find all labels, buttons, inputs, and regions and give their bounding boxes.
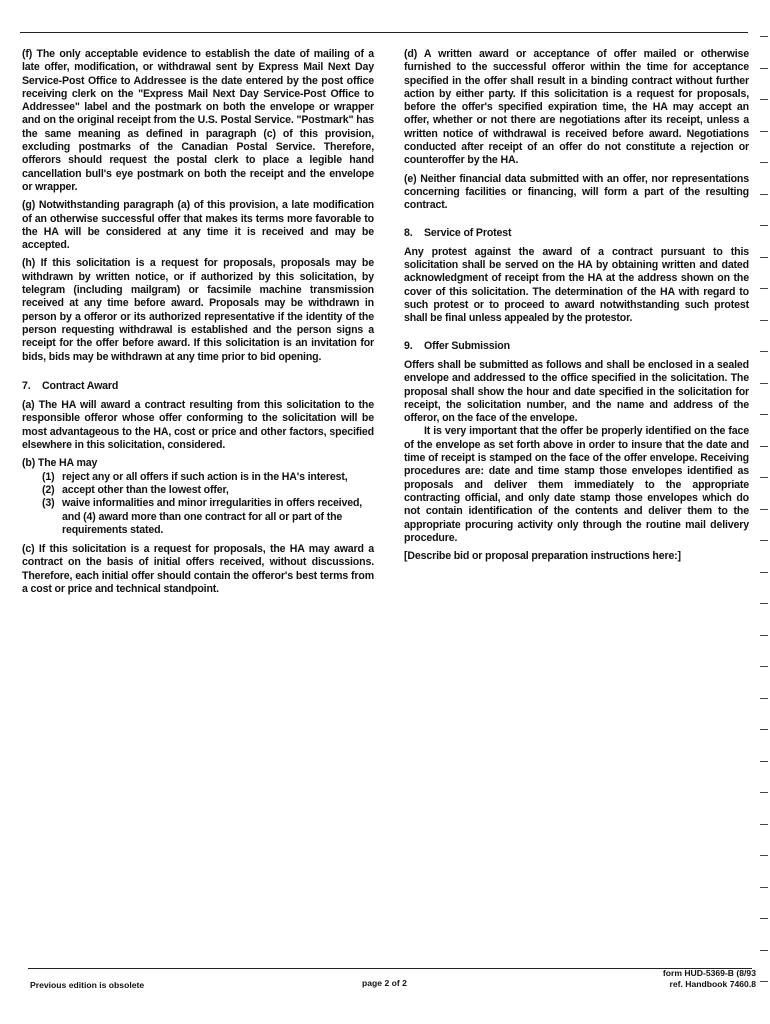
margin-tick bbox=[760, 509, 768, 510]
paragraph-e: (e) Neither financial data submitted with an offer, nor representations concerning facilities or financing, will form a part of the resulting contract. bbox=[404, 172, 749, 212]
section-7-award-options-list bbox=[22, 471, 374, 537]
section-7-paragraph-b-intro: (b) The HA may bbox=[22, 457, 98, 470]
list-item: (2) accept other than the lowest offer, bbox=[42, 483, 229, 496]
margin-tick bbox=[760, 351, 768, 352]
margin-tick bbox=[760, 981, 768, 982]
margin-tick bbox=[760, 131, 768, 132]
paragraph-d: (d) A written award or acceptance of offer mailed or otherwise furnished to the successful offeror within the time for acceptance specified in the offer shall result in a binding contract without further action by either party. If this solicitation is a request for proposals, before the offer's specified expiration time, the HA may accept an offer, whether or not there are negotiations after its receipt, unless a written notice of withdrawal is received before award. Negotiations conducted after receipt of an offer do not constitute a rejection or counteroffer by the HA. bbox=[404, 48, 749, 167]
top-rule bbox=[20, 32, 748, 33]
right-column bbox=[404, 48, 749, 568]
margin-tick bbox=[760, 729, 768, 730]
margin-tick bbox=[760, 257, 768, 258]
section-7-paragraph-a: (a) The HA will award a contract resulting from this solicitation to the responsible offeror whose offer conforming to the solicitation will be most advantageous to the HA, cost or price and other factors, specified elsewhere in this solicitation, considered. bbox=[22, 399, 374, 452]
bottom-rule bbox=[28, 968, 752, 969]
margin-tick bbox=[760, 572, 768, 573]
margin-tick bbox=[760, 792, 768, 793]
margin-tick bbox=[760, 36, 768, 37]
margin-tick bbox=[760, 288, 768, 289]
margin-tick bbox=[760, 603, 768, 604]
margin-tick bbox=[760, 698, 768, 699]
section-8-body: Any protest against the award of a contract pursuant to this solicitation shall be served on the HA by obtaining written and dated acknowledgment of receipt from the HA at the address shown on the cover of this solicitation. The determination of the HA with regard to such protest or to proceed to award notwithstanding such protest shall be final unless appealed by the protestor. bbox=[404, 245, 749, 325]
margin-tick bbox=[760, 887, 768, 888]
section-8-number: 8. bbox=[404, 226, 413, 239]
section-9-body-1: Offers shall be submitted as follows and shall be enclosed in a sealed envelope and addressed to the office specified in the solicitation. The proposal shall show the hour and date specified in the solicitation for receipt, the solicitation number, and the name and address of the offeror, on the face of the envelope. bbox=[404, 358, 749, 425]
margin-tick bbox=[760, 225, 768, 226]
margin-tick bbox=[760, 477, 768, 478]
section-8-heading bbox=[404, 227, 749, 240]
margin-tick bbox=[760, 824, 768, 825]
margin-tick bbox=[760, 162, 768, 163]
section-9-body-2: It is very important that the offer be properly identified on the face of the envelope as set forth above in order to insure that the date and time of receipt is stamped on the face of the offer envelope. Receiving procedures are: date and time stamp those envelopes identified as proposals and deliver them immediately to the appropriate contracting official, and only date stamp those envelopes which do not contain identification of the contents and deliver them to the appropriate procuring activity only through the routine mail delivery procedure. bbox=[404, 425, 749, 544]
margin-tick bbox=[760, 950, 768, 951]
list-item: (3) waive informalities and minor irregularities in offers received, and (4) award more than one contract for all or part of the requirements stated. bbox=[42, 497, 363, 536]
margin-tick bbox=[760, 635, 768, 636]
margin-tick bbox=[760, 68, 768, 69]
section-8-title: Service of Protest bbox=[424, 226, 512, 239]
section-9-heading bbox=[404, 340, 749, 353]
section-7-heading bbox=[22, 380, 374, 393]
margin-tick bbox=[760, 446, 768, 447]
margin-tick-marks bbox=[756, 0, 770, 1024]
section-9-number: 9. bbox=[404, 339, 413, 352]
footer-form-number: form HUD-5369-B (8/93 bbox=[662, 968, 756, 978]
paragraph-g: (g) Notwithstanding paragraph (a) of this provision, a late modification of an otherwise successful offer that makes its terms more favorable to the HA will be considered at any time it is received and may be accepted. bbox=[22, 199, 374, 252]
footer-form-reference bbox=[663, 968, 756, 990]
margin-tick bbox=[760, 414, 768, 415]
left-column bbox=[22, 48, 374, 601]
section-9-instructions: [Describe bid or proposal preparation instructions here:] bbox=[404, 550, 681, 563]
footer-obsolete-notice: Previous edition is obsolete bbox=[30, 980, 145, 990]
margin-tick bbox=[760, 855, 768, 856]
section-7-number: 7. bbox=[22, 379, 31, 392]
paragraph-f: (f) The only acceptable evidence to establish the date of mailing of a late offer, modification, or withdrawal sent by Express Mail Next Day Service-Post Office to Addressee is the date entered by the post office receiving clerk on the "Express Mail Next Day Service-Post Office to Addressee" label and the postmark on both the envelope or wrapper and on the original receipt from the U.S. Postal Service. "Postmark" has the same meaning as defined in paragraph (c) of this provision, excluding postmarks of the Canadian Postal Service. Therefore, offerors should request the postal clerk to place a legible hand cancellation bull's eye postmark on both the receipt and the envelope or wrapper. bbox=[22, 48, 374, 193]
footer-page-number: page 2 of 2 bbox=[362, 978, 407, 988]
margin-tick bbox=[760, 320, 768, 321]
footer-handbook-ref: ref. Handbook 7460.8 bbox=[669, 979, 756, 989]
paragraph-h: (h) If this solicitation is a request for proposals, proposals may be withdrawn by written notice, or if authorized by this solicitation, by telegram (including mailgram) or facsimile machine transmission received at any time before award. Proposals may be withdrawn in person by a offeror or its authorized representative if the identity of the person requesting withdrawal is established and the person signs a receipt for the offer before award. If this solicitation is an invitation for bids, bids may be withdrawn at any time prior to bid opening. bbox=[22, 257, 374, 363]
margin-tick bbox=[760, 540, 768, 541]
margin-tick bbox=[760, 194, 768, 195]
list-item: (1) reject any or all offers if such action is in the HA's interest, bbox=[42, 470, 348, 483]
margin-tick bbox=[760, 666, 768, 667]
margin-tick bbox=[760, 761, 768, 762]
margin-tick bbox=[760, 99, 768, 100]
margin-tick bbox=[760, 383, 768, 384]
margin-tick bbox=[760, 918, 768, 919]
section-7-title: Contract Award bbox=[42, 379, 119, 392]
section-9-title: Offer Submission bbox=[424, 339, 510, 352]
section-7-paragraph-c: (c) If this solicitation is a request for proposals, the HA may award a contract on the basis of initial offers received, without discussions. Therefore, each initial offer should contain the offeror's best terms from a cost or price and technical standpoint. bbox=[22, 543, 374, 595]
